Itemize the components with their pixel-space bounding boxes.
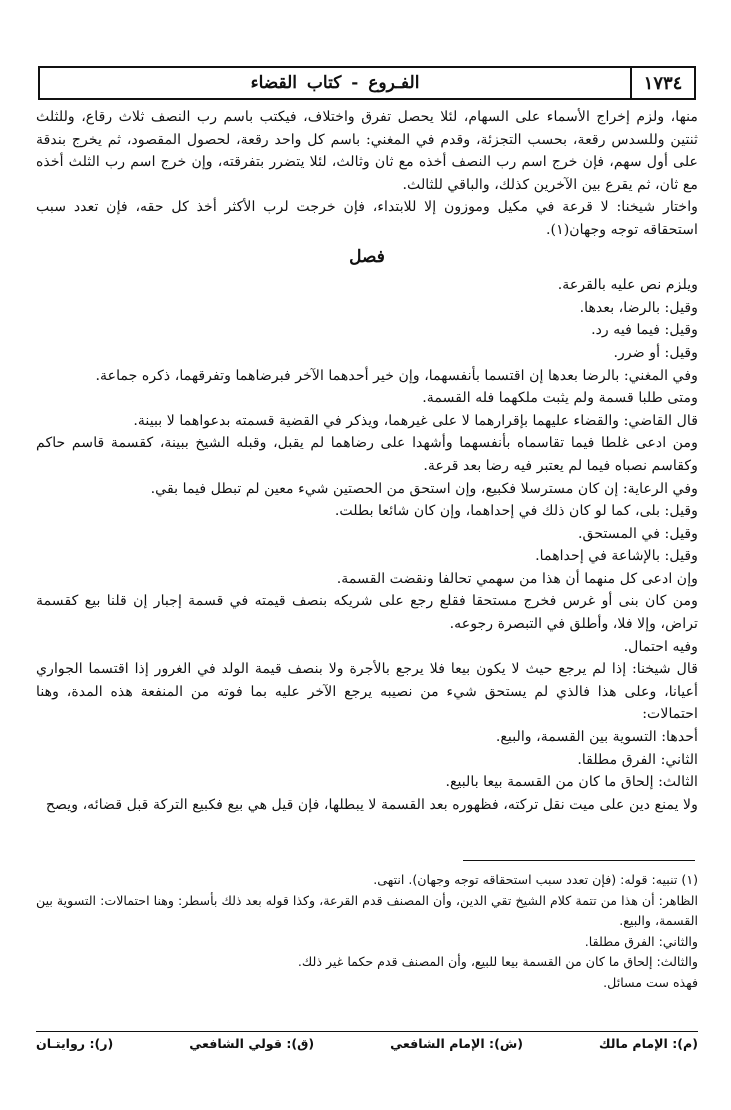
page-header <box>38 66 696 100</box>
page-number: ١٧٣٤ <box>630 68 694 98</box>
paragraph: الثالث: إلحاق ما كان من القسمة بيعا بالبيع. <box>445 774 698 791</box>
paragraph: وإن ادعى كل منهما أن هذا من سهمي تحالفا ونقضت القسمة. <box>336 570 698 587</box>
paragraph: منها، ولزم إخراج الأسماء على السهام، لئلا يحصل تفرق واختلاف، فيكتب باسم رب النصف ثلاث رقاع، وللثلث ثنتين وللسدس رقعة، بحسب التجزئة، وقدم في المغني: باسم كل واحد رقعة، لحصول المقصود، ثم يخرج بندقة على أول سهم، فإن خرج اسم رب النصف أخذه مع ثان وثالث، لئلا يتضرر بتفرقته، وإن خرج اسم رب الثلث أخذه مع ثان، ثم يقرع بين الآخرين كذلك، والباقي للثالث. <box>36 109 698 193</box>
paragraph: أحدها: التسوية بين القسمة، والبيع. <box>495 729 698 746</box>
paragraph: وقيل: بالرضا، بعدها. <box>579 299 698 316</box>
paragraph: الثاني: الفرق مطلقا. <box>577 751 698 768</box>
footnotes <box>36 870 698 1020</box>
main-text <box>36 106 698 836</box>
paragraph: ومن ادعى غلطا فيما تقاسماه بأنفسهما وأشهدا على رضاهما لم يقبل، وقبله الشيخ ببينة، كقسمة قاسم حاكم وكقاسم نصباه فيما لم يعتبر فيه رضا بعد قرعة. <box>36 435 698 474</box>
paragraph: وقيل: في المستحق. <box>578 525 698 542</box>
paragraph: وقيل: أو ضرر. <box>613 344 698 361</box>
footnote-divider <box>463 860 695 861</box>
paragraph: وقيل: بلى، كما لو كان ذلك في إحداهما، وإن كان شائعا بطلت. <box>334 503 698 520</box>
paragraph: وقيل: فيما فيه رد. <box>591 322 698 339</box>
paragraph: وقيل: بالإشاعة في إحداهما. <box>535 548 698 565</box>
legend-item: (م): الإمام مالك <box>599 1036 698 1051</box>
footnote-line: (١) تنبيه: قوله: (فإن تعدد سبب استحقاقه توجه وجهان). انتهى. <box>373 872 698 887</box>
legend-divider <box>36 1031 698 1032</box>
paragraph: ويلزم نص عليه بالقرعة. <box>557 277 698 294</box>
abbreviation-legend <box>36 1036 698 1058</box>
footnote-line: والثاني: الفرق مطلقا. <box>584 933 698 949</box>
footnote-line: فهذه ست مسائل. <box>603 974 698 990</box>
paragraph: ومتى طلبا قسمة ولم يثبت ملكهما فله القسمة. <box>422 390 698 407</box>
paragraph: وفي الرعاية: إن كان مسترسلا فكبيع، وإن استحق من الحصتين شيء معين لم تبطل فيما بقي. <box>150 480 698 497</box>
paragraph: واختار شيخنا: لا قرعة في مكيل وموزون إلا للابتداء، فإن خرجت لرب الأكثر أخذ كل حقه، فإن تعدد سبب استحقاقه توجه وجهان(١). <box>36 199 698 238</box>
legend-item: (ق): قولي الشافعي <box>189 1036 315 1051</box>
footnote-line: الظاهر: أن هذا من تتمة كلام الشيخ تقي الدين، وأن المصنف قدم القرعة، وكذا قوله بعد ذلك بأسطر: وهنا احتمالات: التسوية بين القسمة، والبيع. <box>36 892 698 928</box>
paragraph: قال شيخنا: إذا لم يرجع حيث لا يكون بيعا فلا يرجع بالأجرة ولا بنصف قيمة الولد في الغرور إذا اقتسما الجواري أعيانا، وعلى هذا فالذي لم يستحق شيء من نصيبه يرجع الآخر عليه بما فوته من المنفعة هذه المدة، وهنا احتمالات: <box>36 661 698 723</box>
paragraph: وفيه احتمال. <box>623 638 698 655</box>
footnote-line: والثالث: إلحاق ما كان من القسمة بيعا للبيع، وأن المصنف قدم حكما غير ذلك. <box>297 954 698 969</box>
paragraph: وفي المغني: بالرضا بعدها إن اقتسما بأنفسهما، وإن خير أحدهما الآخر فبرضاهما وتفرقهما، ذكره جماعة. <box>95 367 698 384</box>
section-heading: فصل <box>349 246 385 267</box>
paragraph: ومن كان بنى أو غرس فخرج مستحقا فقلع رجع على شريكه بنصف قيمته في قسمة إجبار إن قلنا بيع كقسمة تراض، وإلا فلا، وأطلق في التبصرة رجوعه. <box>36 593 698 633</box>
paragraph: ولا يمنع دين على ميت نقل تركته، فظهوره بعد القسمة لا يبطلها، فإن قيل هي بيع فكبيع التركة قبل قضائه، ويصح <box>45 796 698 813</box>
legend-item: (ر): روايتـان <box>36 1036 114 1051</box>
legend-item: (ش): الإمام الشافعي <box>390 1036 523 1051</box>
paragraph: قال القاضي: والقضاء عليهما بإقرارهما لا على غيرهما، ويذكر في القضية قسمته بدعواهما لا ببينة. <box>133 412 698 429</box>
running-title: الفـروع - كتاب القضاء <box>250 73 420 93</box>
